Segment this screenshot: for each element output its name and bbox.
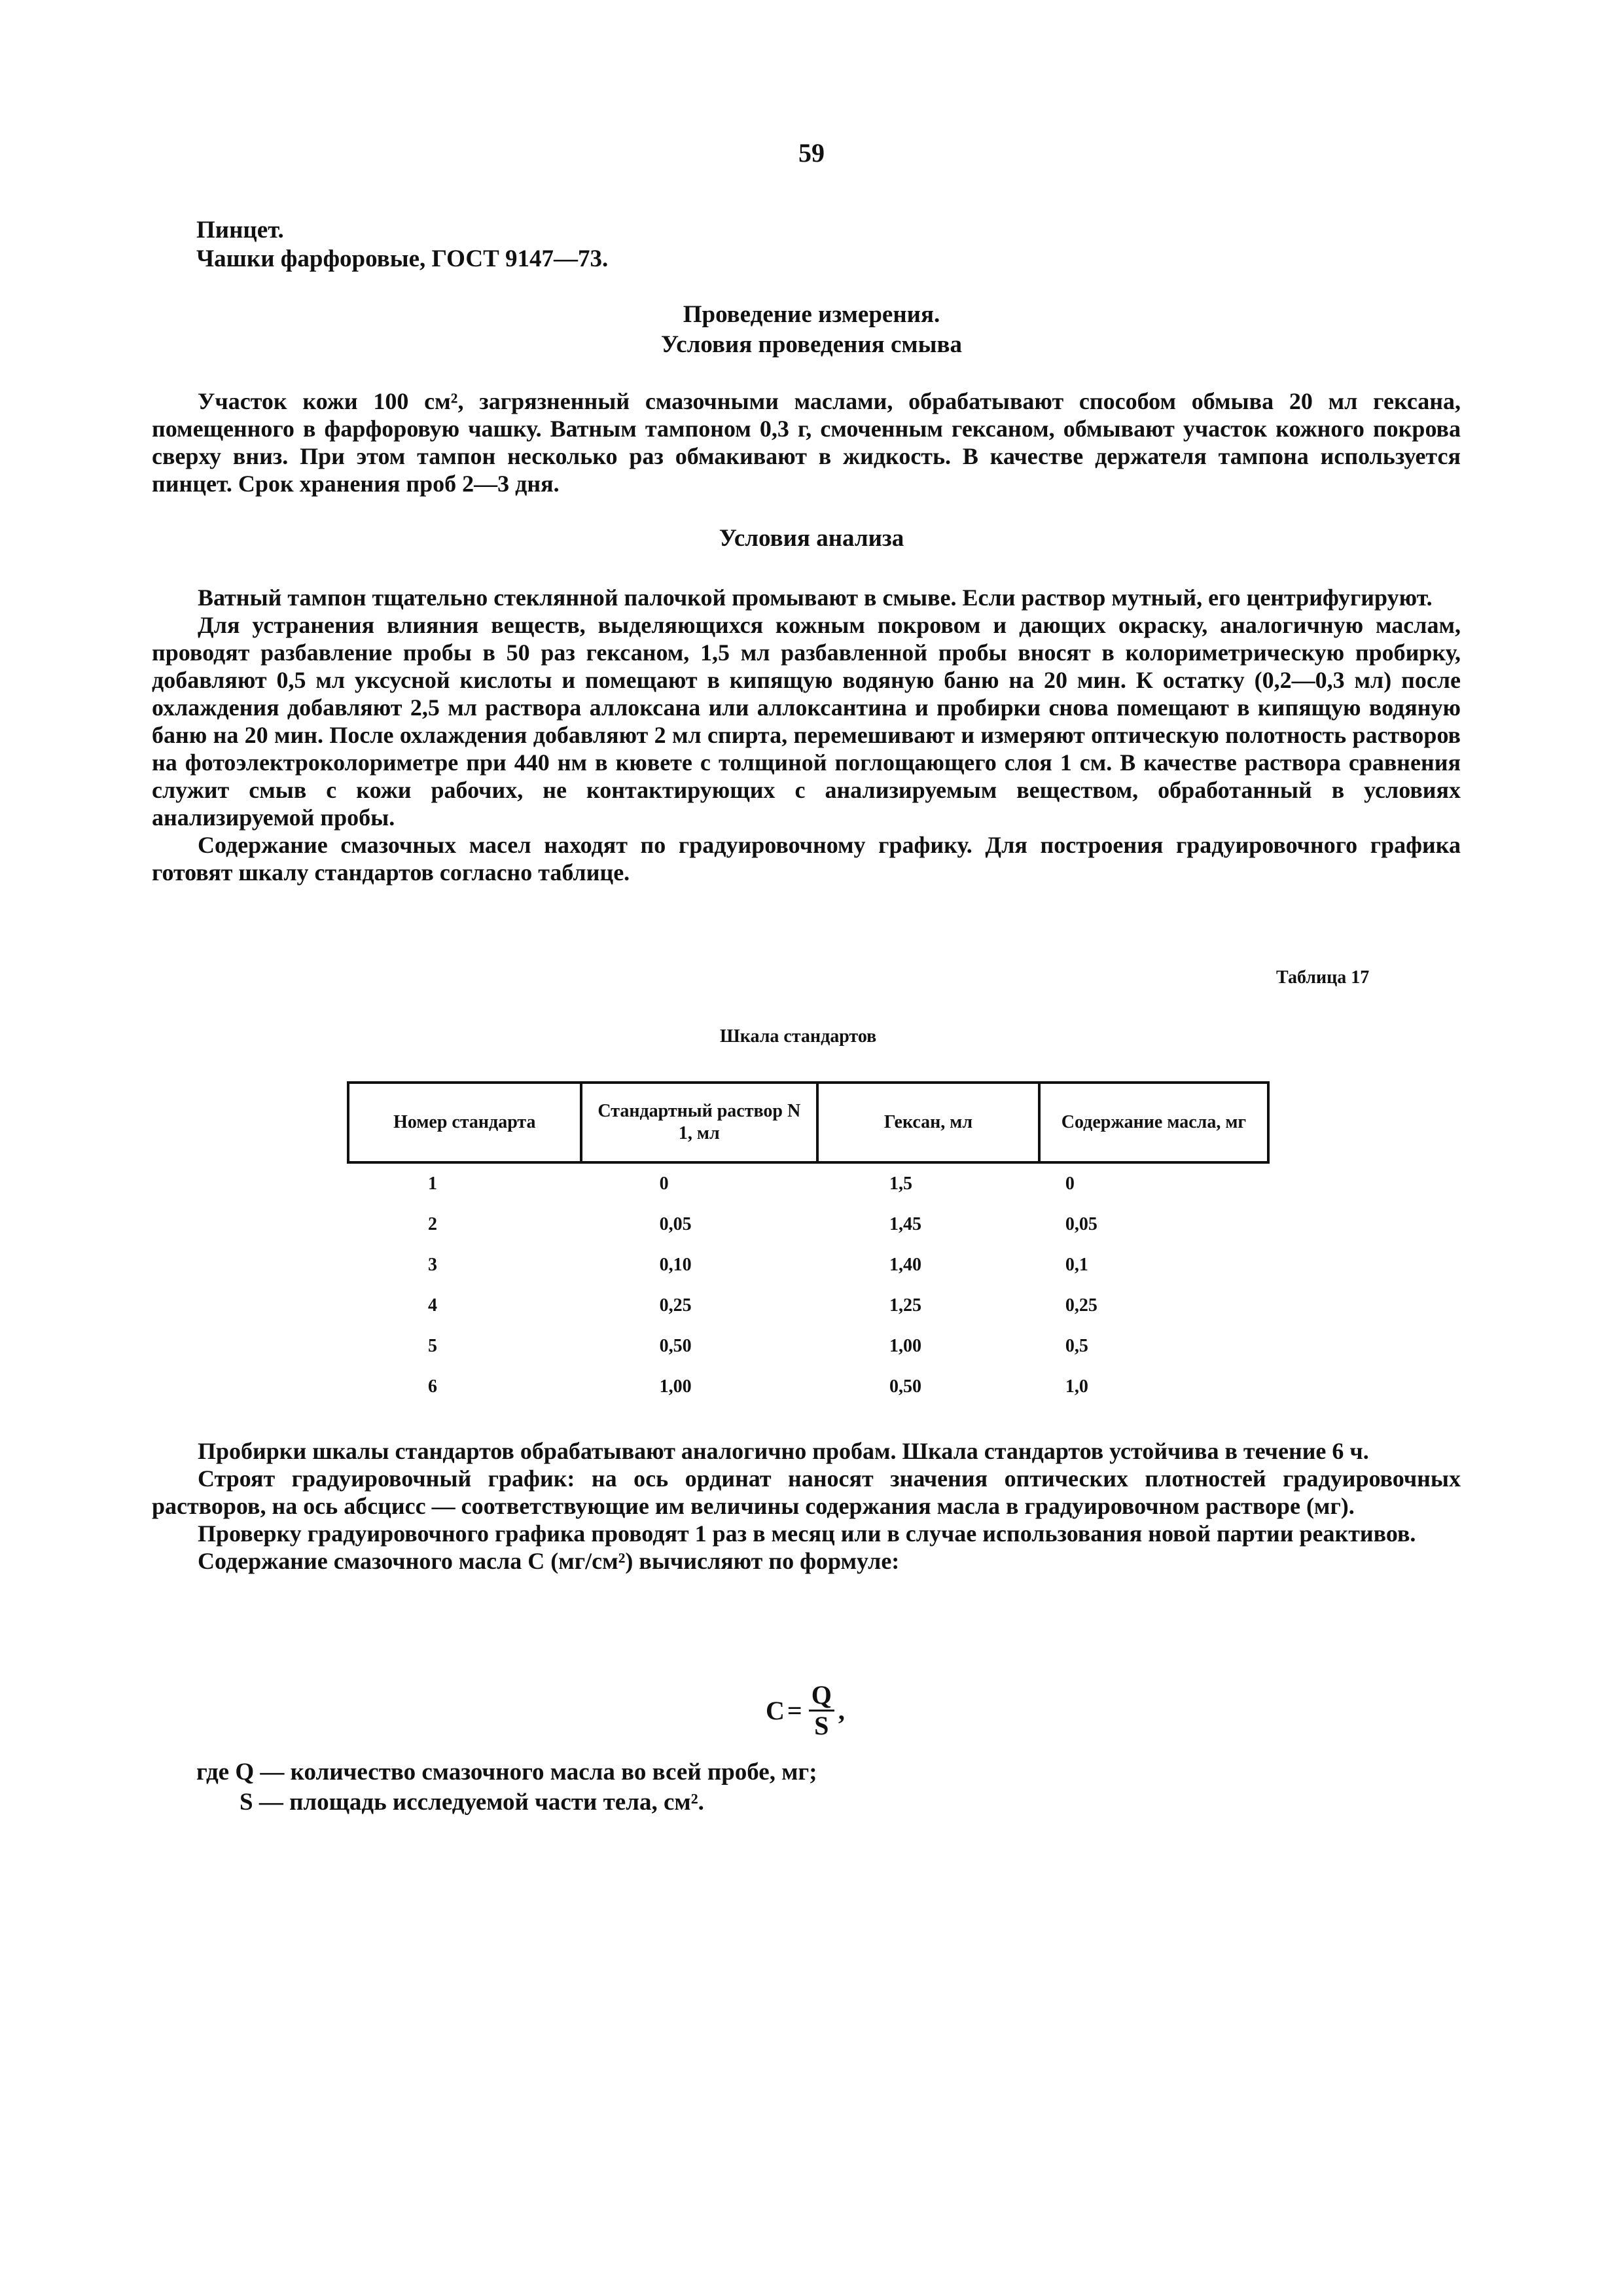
table-row <box>348 1162 1268 1204</box>
after-table-paragraph-3: Проверку градуировочного графика проводят 1 раз в месяц или в случае использования новой партии реактивов. <box>198 1520 1416 1547</box>
formula-lhs: С <box>766 1696 785 1725</box>
analysis-paragraph-2: Для устранения влияния веществ, выделяющихся кожным покровом и дающих окраску, аналогичную маслам, проводят разбавление пробы в 50 раз гексаном, 1,5 мл разбавленной пробы вносят в колориметрическую пробирку, добавляют 0,5 мл уксусной кислоты и помещают в кипящую водяную баню на 20 мин. К остатку (0,2—0,3 мл) после охлаждения добавляют 2,5 мл раствора аллоксана или аллоксантина и пробирки снова помещают в кипящую водяную баню на 20 мин. После охлаждения добавляют 2 мл спирта, перемешивают и измеряют оптическую полотность растворов на фотоэлектроколориметре при 440 нм в кювете с толщиной поглощающего слоя 1 см. В качестве раствора сравнения служит смыв с кожи рабочих, не контактирующих с анализируемым веществом, обработанный в условиях анализируемой пробы. <box>152 612 1461 831</box>
cell-standard-solution: 1,00 <box>659 1376 692 1397</box>
cell-standard-solution: 0 <box>659 1174 669 1194</box>
cell-oil-content: 1,0 <box>1065 1376 1088 1397</box>
cell-standard-number: 3 <box>428 1255 437 1275</box>
cell-hexane: 1,00 <box>889 1336 921 1356</box>
analysis-paragraph-1: Ватный тампон тщательно стеклянной палочкой промывают в смыве. Если раствор мутный, его центрифугируют. <box>198 584 1433 611</box>
definition-q: где Q — количество смазочного масла во всей пробе, мг; <box>196 1759 817 1785</box>
table-row <box>348 1285 1268 1326</box>
cell-standard-solution: 0,50 <box>659 1336 692 1356</box>
cell-oil-content: 0 <box>1065 1174 1075 1194</box>
analysis-paragraph-3: Содержание смазочных масел находят по градуировочному графику. Для построения градуировочного графика готовят шкалу стандартов согласно таблице. <box>152 832 1461 886</box>
table-row <box>348 1245 1268 1285</box>
formula-numerator: Q <box>809 1681 834 1712</box>
cell-hexane: 1,45 <box>889 1214 921 1234</box>
cell-standard-solution: 0,05 <box>659 1214 692 1234</box>
table-label: Таблица 17 <box>1276 967 1370 988</box>
definition-s: S — площадь исследуемой части тела, см². <box>240 1789 704 1816</box>
intro-line-cups: Чашки фарфоровые, ГОСТ 9147—73. <box>196 245 609 272</box>
header-standard-solution: Стандартный раствор N 1, мл <box>581 1083 817 1162</box>
cell-hexane: 1,25 <box>889 1295 921 1316</box>
header-standard-number: Номер стандарта <box>348 1083 581 1162</box>
cell-standard-solution: 0,10 <box>659 1255 692 1275</box>
cell-standard-number: 6 <box>428 1376 437 1397</box>
intro-line-tweezers: Пинцет. <box>196 217 284 243</box>
after-table-paragraph-4: Содержание смазочного масла С (мг/см²) вычисляют по формуле: <box>198 1548 900 1574</box>
table-title: Шкала стандартов <box>720 1026 877 1047</box>
cell-hexane: 1,40 <box>889 1255 921 1275</box>
cell-oil-content: 0,05 <box>1065 1214 1097 1234</box>
cell-standard-number: 1 <box>428 1174 437 1194</box>
header-hexane: Гексан, мл <box>817 1083 1039 1162</box>
after-table-section <box>152 1437 1461 1575</box>
table-row <box>348 1204 1268 1245</box>
heading-analysis: Условия анализа <box>719 525 904 552</box>
formula-tail: , <box>838 1696 845 1725</box>
page-number: 59 <box>798 138 825 168</box>
cell-standard-number: 4 <box>428 1295 437 1316</box>
heading-wash-conditions: Условия проведения смыва <box>661 331 962 358</box>
cell-oil-content: 0,25 <box>1065 1295 1097 1316</box>
header-oil-content: Содержание масла, мг <box>1039 1083 1268 1162</box>
formula-fraction <box>809 1681 834 1740</box>
table-row <box>348 1326 1268 1367</box>
analysis-section <box>152 584 1461 886</box>
cell-hexane: 0,50 <box>889 1376 921 1397</box>
wash-conditions-text: Участок кожи 100 см², загрязненный смазочными маслами, обрабатывают способом обмыва 20 мл гексана, помещенного в фарфоровую чашку. Ватным тампоном 0,3 г, смоченным гексаном, обмывают участок кожного покрова сверху вниз. При этом тампон несколько раз обмакивают в жидкость. В качестве держателя тампона используется пинцет. Срок хранения проб 2—3 дня. <box>152 388 1461 497</box>
table-row <box>348 1367 1268 1407</box>
formula <box>766 1681 845 1740</box>
formula-denominator: S <box>814 1711 829 1740</box>
cell-standard-number: 5 <box>428 1336 437 1356</box>
cell-hexane: 1,5 <box>889 1174 912 1194</box>
after-table-paragraph-2: Строят градуировочный график: на ось ординат наносят значения оптических плотностей градуировочных растворов, на ось абсцисс — соответствующие им величины содержания масла в градуировочном растворе (мг). <box>152 1465 1461 1519</box>
cell-standard-number: 2 <box>428 1214 437 1234</box>
after-table-paragraph-1: Пробирки шкалы стандартов обрабатывают аналогично пробам. Шкала стандартов устойчива в течение 6 ч. <box>198 1438 1369 1464</box>
table-header-row <box>348 1083 1268 1162</box>
heading-measurement: Проведение измерения. <box>683 301 940 328</box>
standards-table <box>347 1081 1270 1407</box>
wash-conditions-paragraph <box>152 387 1461 497</box>
cell-oil-content: 0,5 <box>1065 1336 1088 1356</box>
cell-oil-content: 0,1 <box>1065 1255 1088 1275</box>
cell-standard-solution: 0,25 <box>659 1295 692 1316</box>
formula-equals: = <box>787 1696 802 1725</box>
